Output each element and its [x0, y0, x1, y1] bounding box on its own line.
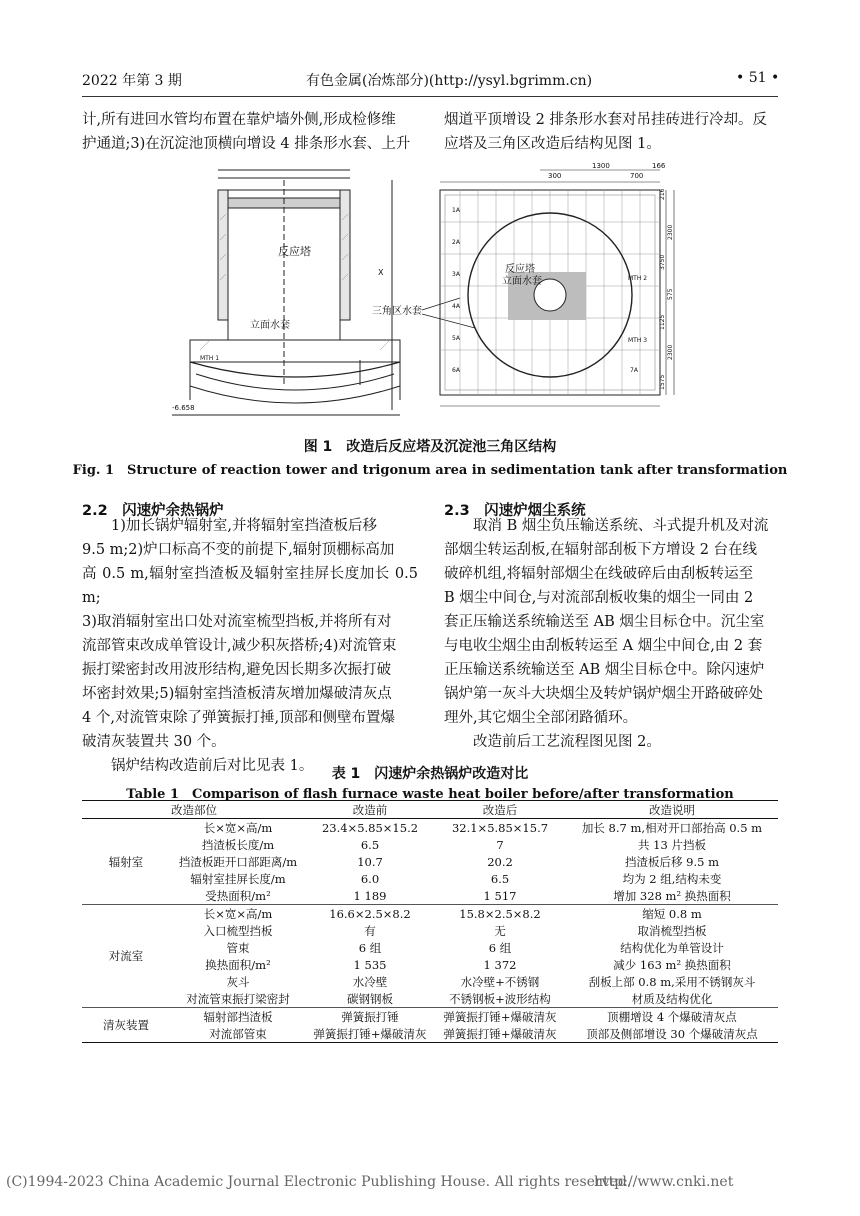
text-line: 坏密封效果;5)辐射室挡渣板清灰增加爆破清灰点 [82, 686, 392, 702]
table-row [82, 870, 778, 887]
table-cell: 6.5 [360, 837, 380, 852]
table-1-caption-en: Table 1 Comparison of flash furnace waste heat boiler before/after transformation [126, 787, 734, 802]
table-cell: 灰斗 [226, 974, 250, 989]
table-cell: 入口梳型挡板 [203, 923, 273, 938]
table-row [82, 1025, 778, 1043]
figure-1-caption-en: Fig. 1 Structure of reaction tower and trigonum area in sedimentation tank after transformation [72, 463, 788, 478]
text-line: 4 个,对流管束除了弹簧振打捶,顶部和侧壁布置爆 [82, 710, 396, 726]
section-2-3-body [444, 514, 780, 754]
table-cell: 不锈钢板+波形结构 [434, 990, 566, 1008]
dim-right: 216 [659, 188, 666, 200]
text-line: 破清灰装置共 30 个。 [82, 734, 226, 750]
dim-right: 2300 [667, 224, 674, 240]
table-cell: 碳钢钢板 [306, 990, 434, 1008]
text-line: B 烟尘中间仓,与对流部刮板收集的烟尘一同由 2 [444, 590, 754, 606]
table-cell: 1 372 [483, 957, 517, 972]
grid-tag: 3A [452, 271, 460, 278]
table-cell: 弹簧振打锤+爆破清灰 [306, 1025, 434, 1043]
label-x-mark: X [378, 268, 384, 277]
text-line: 烟道平顶增设 2 排条形水套对吊挂砖进行冷却。反 [444, 112, 767, 128]
header-cell: 改造后 [482, 802, 518, 817]
text-line: 高 0.5 m,辐射室挡渣板及辐射室挂屏长度加长 0.5 m; [82, 566, 418, 606]
label-plan-jacket: 立面水套 [502, 276, 542, 287]
table-cell: 受热面积/m² [170, 887, 306, 905]
journal-issue: 2022 年第 3 期 [82, 73, 182, 89]
text-line: 部烟尘转运刮板,在辐射部刮板下方增设 2 台在线 [444, 542, 758, 558]
table-cell: 管束 [226, 940, 250, 955]
comparison-table [82, 800, 778, 1043]
table-cell: 刮板上部 0.8 m,采用不锈钢灰斗 [588, 974, 756, 989]
table-cell: 有 [364, 923, 376, 938]
table-row [82, 922, 778, 939]
section-2-2-title: 2.2 闪速炉余热锅炉 [82, 503, 224, 519]
table-cell: 1 535 [353, 957, 387, 972]
table-cell: 增加 328 m² 换热面积 [566, 887, 778, 905]
dim-right: 1575 [659, 374, 666, 390]
label-triangle-jacket: 三角区水套 [372, 306, 422, 317]
table-cell: 水冷壁 [352, 974, 388, 989]
dim-right: 2300 [667, 344, 674, 360]
table-cell: 挡渣板长度/m [201, 837, 275, 852]
table-cell: 均为 2 组,结构未变 [622, 871, 722, 886]
header-cell: 改造前 [352, 802, 388, 817]
grid-tag: 6A [452, 367, 460, 374]
table-cell: 缩短 0.8 m [642, 906, 702, 921]
table-cell: 弹簧振打锤+爆破清灰 [443, 1009, 557, 1024]
text-line: 破碎机组,将辐射部烟尘在线破碎后由刮板转运至 [444, 566, 754, 582]
copyright-notice: (C)1994-2023 China Academic Journal Electronic Publishing House. All rights reserved. [6, 1174, 632, 1190]
text-line: 振打梁密封改用波形结构,避免因长期多次振打破 [82, 662, 392, 678]
table-row [82, 836, 778, 853]
table-1-caption-cn: 表 1 闪速炉余热锅炉改造对比 [331, 766, 529, 782]
group-cell-convection: 对流室 [82, 905, 170, 1008]
grid-tag: 7A [630, 367, 638, 374]
journal-title: 有色金属(冶炼部分)(http://ysyl.bgrimm.cn) [306, 73, 593, 89]
group-cell-radiation: 辐射室 [82, 819, 170, 905]
grid-tag: 5A [452, 335, 460, 342]
table-cell: 15.8×2.5×8.2 [459, 906, 541, 921]
table-cell: 材质及结构优化 [566, 990, 778, 1008]
table-cell: 32.1×5.85×15.7 [451, 820, 549, 835]
table-cell: 10.7 [357, 854, 383, 869]
label-mth-left: MTH 1 [200, 355, 220, 362]
text-line: 3)取消辐射室出口处对流室梳型挡板,并将所有对 [82, 614, 392, 630]
intro-right-column [444, 108, 784, 156]
table-cell: 辐射室挂屏长度/m [190, 871, 286, 886]
leader-lines [422, 298, 475, 328]
text-line: 护通道;3)在沉淀池顶横向增设 4 排条形水套、上升 [82, 136, 411, 152]
table-cell: 结构优化为单管设计 [620, 940, 724, 955]
table-row [82, 819, 778, 837]
table-cell: 加长 8.7 m,相对开口部抬高 0.5 m [581, 820, 763, 835]
table-cell: 1 189 [306, 887, 434, 905]
table-cell: 辐射部挡渣板 [203, 1009, 273, 1024]
dim-top: 166 [652, 162, 666, 170]
table-cell: 顶棚增设 4 个爆破清灰点 [607, 1009, 737, 1024]
table-cell: 挡渣板距开口部距离/m [178, 854, 298, 869]
figure-1-drawing [160, 160, 680, 428]
table-cell: 6 组 [358, 940, 382, 955]
table-cell: 顶部及侧部增设 30 个爆破清灰点 [566, 1025, 778, 1043]
text-line: 取消 B 烟尘负压输送系统、斗式提升机及对流 [473, 518, 769, 534]
section-2-2-body [82, 514, 418, 778]
table-cell: 换热面积/m² [205, 957, 271, 972]
table-row [82, 939, 778, 956]
dim-top: 300 [548, 172, 562, 180]
tower-elevation [172, 170, 400, 415]
table-row [82, 887, 778, 905]
table-cell: 长×宽×高/m [203, 906, 273, 921]
table-cell: 6.0 [360, 871, 380, 886]
text-line: 理外,其它烟尘全部闭路循环。 [444, 710, 638, 726]
table-cell: 水冷壁+不锈钢 [460, 974, 540, 989]
table-row [82, 853, 778, 870]
table-row [82, 905, 778, 923]
table-header-row [82, 801, 778, 819]
dim-top: 1300 [592, 162, 610, 170]
text-line: 套正压输送系统输送至 AB 烟尘目标仓中。沉尘室 [444, 614, 765, 630]
header-cell: 改造部位 [171, 802, 217, 817]
table-cell: 取消梳型挡板 [637, 923, 707, 938]
table-cell: 1 517 [434, 887, 566, 905]
text-line: 锅炉结构改造前后对比见表 1。 [111, 758, 314, 774]
table-cell: 对流部管束 [170, 1025, 306, 1043]
table-cell: 16.6×2.5×8.2 [329, 906, 411, 921]
header-rule [82, 96, 778, 97]
table-cell: 23.4×5.85×15.2 [321, 820, 419, 835]
text-line: 与电收尘烟尘由刮板转运至 A 烟尘中间仓,由 2 套 [444, 638, 763, 654]
table-cell: 弹簧振打锤 [341, 1009, 399, 1024]
text-line: 改造前后工艺流程图见图 2。 [473, 734, 661, 750]
text-line: 应塔及三角区改造后结构见图 1。 [444, 136, 661, 152]
dim-right: 1125 [659, 314, 666, 330]
table-cell: 6 组 [488, 940, 512, 955]
group-cell-cleaning: 清灰装置 [82, 1008, 170, 1043]
table-row [82, 956, 778, 973]
text-line: 流部管束改成单管设计,减少积灰搭桥;4)对流管束 [82, 638, 397, 654]
dim-right: 3750 [659, 254, 666, 270]
table-cell: 挡渣板后移 9.5 m [624, 854, 719, 869]
grid-tag: 1A [452, 207, 460, 214]
text-line: 计,所有进回水管均布置在靠炉墙外侧,形成检修维 [82, 112, 396, 128]
table-row [82, 973, 778, 990]
text-line: 正压输送系统输送至 AB 烟尘目标仓中。除闪速炉 [444, 662, 765, 678]
dim-top: 700 [630, 172, 644, 180]
mth-tag: MTH 2 [628, 275, 648, 282]
table-cell: 弹簧振打锤+爆破清灰 [434, 1025, 566, 1043]
mth-tag: MTH 3 [628, 337, 648, 344]
table-cell: 6.5 [490, 871, 510, 886]
table-cell: 7 [496, 837, 504, 852]
table-cell: 长×宽×高/m [203, 820, 273, 835]
label-plan-tower: 反应塔 [505, 264, 535, 275]
intro-left-column [82, 108, 422, 156]
page-number: • 51 • [736, 70, 780, 86]
table-row [82, 990, 778, 1008]
cnki-url[interactable]: http://www.cnki.net [594, 1174, 734, 1190]
table-cell: 20.2 [487, 854, 513, 869]
figure-1-caption-cn: 图 1 改造后反应塔及沉淀池三角区结构 [303, 439, 557, 455]
label-facade-jacket: 立面水套 [250, 320, 290, 331]
label-reaction-tower: 反应塔 [278, 245, 311, 258]
text-line: 1)加长锅炉辐射室,并将辐射室挡渣板后移 [111, 518, 377, 534]
text-line: 9.5 m;2)炉口标高不变的前提下,辐射顶棚标高加 [82, 542, 395, 558]
table-cell: 减少 163 m² 换热面积 [613, 957, 731, 972]
header-cell: 改造说明 [649, 802, 695, 817]
section-2-3-title: 2.3 闪速炉烟尘系统 [444, 503, 586, 519]
table-cell: 对流管束振打梁密封 [170, 990, 306, 1008]
dim-right: 575 [667, 288, 674, 300]
table-row [82, 1008, 778, 1026]
table-cell: 无 [494, 923, 506, 938]
table-cell: 共 13 片挡板 [638, 837, 706, 852]
text-line: 锅炉第一灰斗大块烟尘及转炉锅炉烟尘开路破碎处 [444, 686, 763, 702]
grid-tag: 2A [452, 239, 460, 246]
label-elevation: -6.658 [172, 404, 195, 412]
grid-tag: 4A [452, 303, 460, 310]
